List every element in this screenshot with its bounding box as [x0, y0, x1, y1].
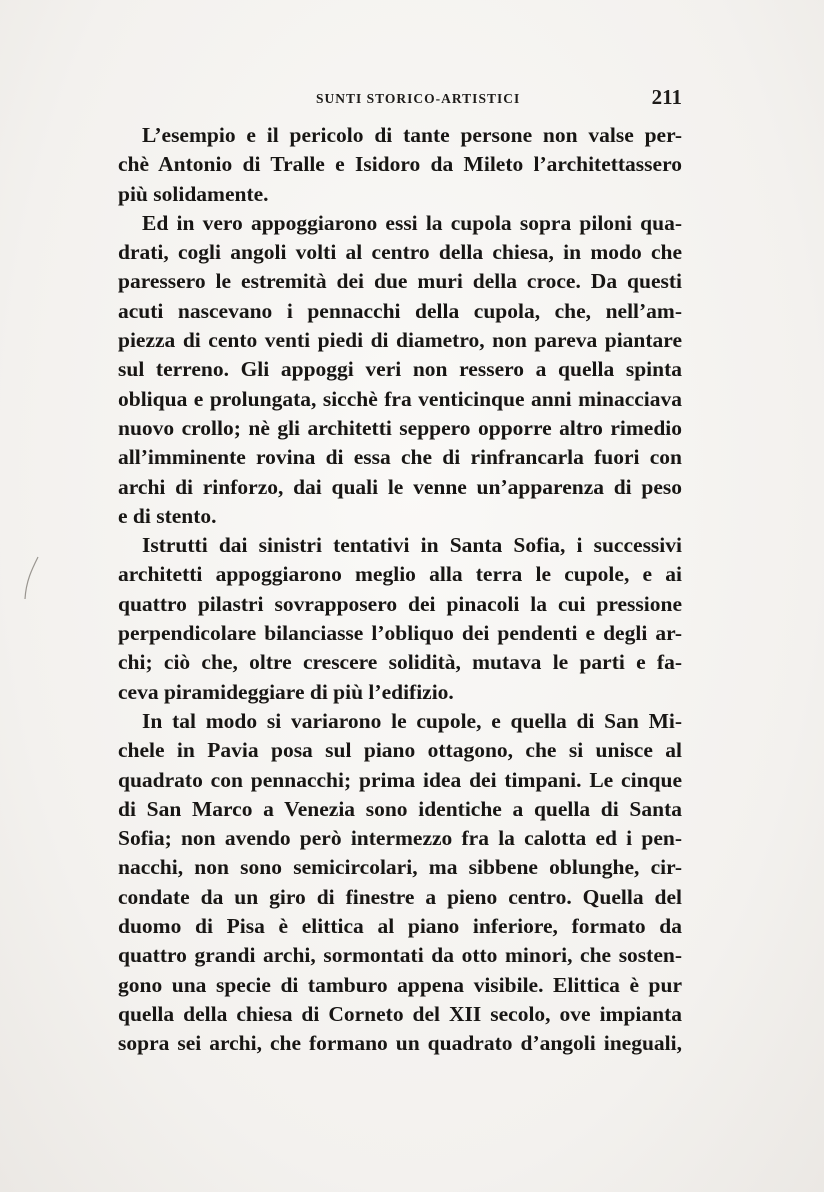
text-line: Istrutti dai sinistri tentativi in Santa Sofia, i successivi	[142, 533, 682, 558]
text-line: quattro grandi archi, sormontati da otto minori, che sosten-	[118, 943, 682, 968]
text-line: chi; ciò che, oltre crescere solidità, mutava le parti e fa-	[118, 650, 682, 675]
text-line: sul terreno. Gli appoggi veri non ressero a quella spinta	[118, 357, 682, 382]
text-line: gono una specie di tamburo appena visibile. Elittica è pur	[118, 972, 682, 997]
text-line: chè Antonio di Tralle e Isidoro da Mileto l’architettassero	[118, 152, 682, 177]
text-line: duomo di Pisa è elittica al piano inferiore, formato da	[118, 914, 682, 939]
text-line: e di stento.	[118, 503, 217, 528]
text-line: di San Marco a Venezia sono identiche a quella di Santa	[118, 796, 682, 821]
text-line: ceva piramideggiare di più l’edifizio.	[118, 679, 454, 704]
running-head: SUNTI STORICO-ARTISTICI	[316, 91, 521, 106]
text-line: In tal modo si variarono le cupole, e quella di San Mi-	[142, 708, 682, 733]
text-line: archi di rinforzo, dai quali le venne un’apparenza di peso	[118, 474, 682, 499]
text-line: quattro pilastri sovrapposero dei pinacoli la cui pressione	[118, 591, 682, 616]
text-line: perpendicolare bilanciasse l’obliquo dei pendenti e degli ar-	[118, 621, 682, 646]
text-line: nacchi, non sono semicircolari, ma sibbene oblunghe, cir-	[118, 855, 682, 880]
text-line: acuti nascevano i pennacchi della cupola, che, nell’am-	[118, 298, 682, 323]
page-number: 211	[651, 85, 682, 109]
text-line: Sofia; non avendo però intermezzo fra la calotta ed i pen-	[118, 826, 682, 851]
text-line: quadrato con pennacchi; prima idea dei timpani. Le cinque	[118, 767, 682, 792]
text-line: L’esempio e il pericolo di tante persone non valse per-	[142, 123, 682, 147]
text-line: nuovo crollo; nè gli architetti seppero opporre altro rimedio	[118, 415, 682, 440]
page-header	[118, 85, 682, 112]
body-text	[118, 121, 682, 1059]
margin-pencil-mark	[22, 555, 40, 601]
text-line: Ed in vero appoggiarono essi la cupola sopra piloni qua-	[142, 210, 682, 235]
text-line: più solidamente.	[118, 181, 269, 206]
text-line: condate da un giro di finestre a pieno centro. Quella del	[118, 884, 682, 909]
text-line: drati, cogli angoli volti al centro della chiesa, in modo che	[118, 240, 682, 265]
text-line: quella della chiesa di Corneto del XII secolo, ove impianta	[118, 1001, 682, 1026]
text-line: obliqua e prolungata, sicchè fra venticinque anni minacciava	[118, 386, 682, 411]
text-line: paressero le estremità dei due muri della croce. Da questi	[118, 269, 682, 294]
text-line: sopra sei archi, che formano un quadrato d’angoli ineguali,	[118, 1031, 682, 1056]
text-line: all’imminente rovina di essa che di rinfrancarla fuori con	[118, 445, 682, 470]
text-line: piezza di cento venti piedi di diametro, non pareva piantare	[118, 328, 682, 353]
text-line: chele in Pavia posa sul piano ottagono, che si unisce al	[118, 738, 682, 763]
text-line: architetti appoggiarono meglio alla terra le cupole, e ai	[118, 562, 682, 587]
